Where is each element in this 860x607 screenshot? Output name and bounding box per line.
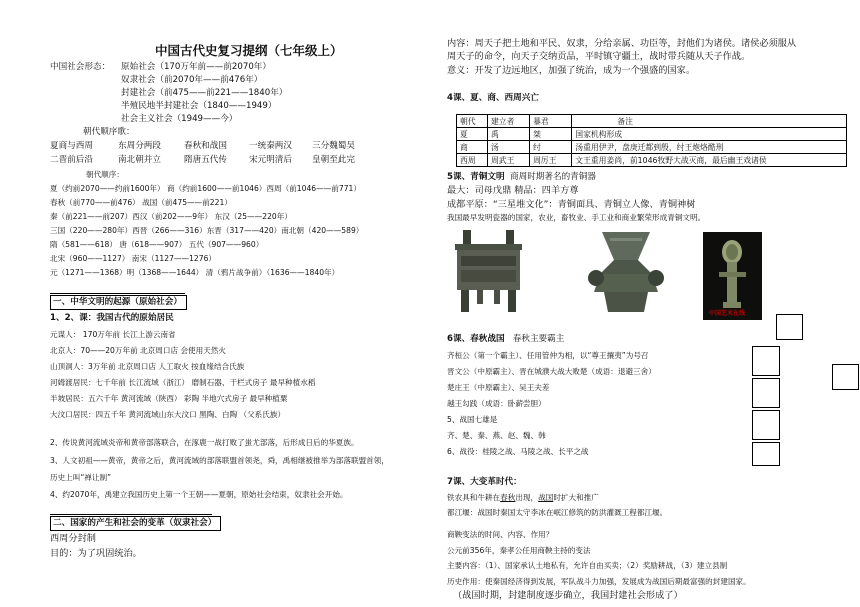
fengjian-content: 周天子的命令，向天子交纳贡品，平时镇守疆土，战时带兵随从天子作战。 [447,51,751,62]
image-caption: 中国艺术在线 [709,310,746,317]
page-title: 中国古代史复习提纲（七年级上） [155,43,343,58]
text-span: 出现， [515,493,539,502]
dynasty-song-item: 东周分两段 [118,141,161,151]
section1-line: 元谋人： 170万年前 长江上游云南省 [50,330,176,339]
section2-heading: 二、国家的产生和社会的变革（奴隶社会） [50,516,221,531]
section1-note: 2、传说黄河流域炎帝和黄帝部落联合，在涿鹿一战打败了蚩尤部落，后形成日后的华夏族。 [50,438,359,447]
dynasty-song-item: 夏商与西周 [50,141,93,151]
dynasty-song-item: 隋唐五代传 [184,155,227,165]
lesson7-line: 主要内容：（1）、国家承认土地私有，允许自由买卖；（2）奖励耕战，（3）建立县制 [447,561,728,570]
lesson6-line: 5、战国七雄是 [447,415,498,424]
table-cell: 商 [457,141,488,154]
lesson7-line: 公元前356年，秦孝公任用商鞅主持的变法 [447,546,591,555]
dynasty-song-label: 朝代顺序歌： [83,127,135,137]
dynasty-song-item: 春秋和战国 [184,141,227,151]
social-form-item: 封建社会（前475——前221——1840年） [121,88,288,98]
table-cell: 禹 [487,128,529,141]
lesson5-line: 最大：司母戊鼎 精品：四羊方尊 [447,185,579,196]
section1-line: 大汶口居民：四五千年 黄河流域山东大汶口 黑陶、白陶 （父系氏族） [50,410,286,419]
lesson6-line: 越王勾践（成语：卧薪尝胆） [447,399,546,408]
table-cell: 汤重用伊尹，盘庚迁都到殷，纣王炮烙酷刑 [572,141,847,154]
section1-heading: 一、中华文明的起源（原始社会） [50,295,187,310]
divider [50,514,212,515]
table-cell: 纣 [530,141,572,154]
table-header-row [457,115,847,128]
social-form-item: 社会主义社会（1949——今） [121,114,238,124]
dynasty-years-line: 夏（约前2070——约前1600年） 商（约前1600——前1046）西周（前1046——前771） [50,184,361,193]
answer-box[interactable] [752,346,780,376]
table-cell: 桀 [530,128,572,141]
lesson5-heading-line [447,172,596,183]
lesson5-subheading: 商周时期著名的青铜器 [510,172,596,182]
bronze-ding-image [447,226,530,316]
lesson7-line: （战国时期，封建制度逐步确立，我国封建社会形成了） [453,590,683,601]
table-cell: 国家机构形成 [572,128,847,141]
table-header-cell: 建立者 [487,115,529,128]
text-span: 铁农具和牛耕在 [447,493,501,502]
table-cell: 周武王 [487,154,529,167]
lesson4-heading: 4课、夏、商、西周兴亡 [447,93,539,103]
section2-line: 西周分封制 [50,533,96,544]
dynasty-song-item: 南北朝并立 [118,155,161,165]
dynasty-years-line: 秦（前221——前207）西汉（前202——9年） 东汉（25——220年） [50,212,292,221]
lesson6-line: 6、战役：桂陵之战、马陵之战、长平之战 [447,447,589,456]
lesson5-heading: 5课、青铜文明 [447,172,505,182]
lesson7-line: 商鞅变法的时间、内容、作用？ [447,530,554,539]
lesson7-line [447,493,599,503]
answer-box[interactable] [752,442,780,466]
dynasty-years-line: 元（1271——1368）明（1368——1644） 清（鸦片战争前）（1636——1840年） [50,268,340,277]
lesson7-line: 都江堰：战国时秦国太守李冰在岷江修筑的防洪灌溉工程都江堰。 [447,508,668,517]
social-form-item: 奴隶社会（前2070年——前476年） [121,75,263,85]
lesson6-line: 齐、楚、秦、燕、赵、魏、韩 [447,431,546,440]
table-cell: 夏 [457,128,488,141]
section1-note: 3、人文初祖——黄帝，黄帝之后，黄河流域的部落联盟首领尧，舜，禹相继被推举为部落联盟首领， [50,456,389,465]
lesson6-subheading: 春秋主要霸主 [512,334,565,344]
lesson6-line: 楚庄王（中原霸主）、吴王夫差 [447,383,550,392]
table-header-cell: 备注 [572,115,847,128]
dynasty-song-item: 三分魏蜀吴 [312,141,355,151]
lesson6-heading-line [447,334,564,345]
underlined-text: 战国 [538,493,554,502]
table-header-cell: 暴君 [530,115,572,128]
dynasty-years-line: 春秋（前770——前476） 战国（前475——前221） [50,198,232,207]
table-cell: 汤 [487,141,529,154]
section1-note: 4、约2070年，禹建立我国历史上第一个王朝——夏朝，原始社会结束，奴隶社会开始。 [50,490,348,499]
dynasty-table [456,114,847,167]
table-cell: 西周 [457,154,488,167]
section1-line: 半坡居民：五六千年 黄河流域（陕西） 彩陶 半地穴式房子 最早种植粟 [50,394,288,403]
lesson6-line: 晋文公（中原霸主）、晋在城濮大战大败楚（成语：退避三舍） [447,367,656,376]
lesson7-line: 历史作用：使秦国经济得到发展，军队战斗力加强，发展成为战国后期最富强的封建国家。 [447,577,751,586]
lesson6-heading: 6课、春秋战国 [447,334,505,344]
dynasty-song-item: 一统秦两汉 [249,141,292,151]
dynasty-song-item: 宋元明清后 [249,155,292,165]
dynasty-song-item: 二晋前后沿 [50,155,93,165]
dynasty-song-item: 皇朝至此完 [312,155,355,165]
table-row [457,154,847,167]
social-form-item: 半殖民地半封建社会（1840——1949） [121,101,277,111]
lesson5-line: 我国最早发明瓷器的国家，农业，畜牧业、手工业和商业繁荣形成青铜文明。 [447,213,706,222]
lesson5-line: 成都平原：“三星堆文化”：青铜面具、青铜立人像、青铜神树 [447,199,696,210]
lesson12-heading: 1、2、课：我国古代的原始居民 [50,313,174,323]
section1-line: 河姆渡居民：七千年前 长江流域（浙江） 磨制石器、干栏式房子 最早种植水稻 [50,378,316,387]
section1-line: 山顶洞人：3万年前 北京周口店 人工取火 按血缘结合氏族 [50,362,245,371]
section1-line: 北京人：70——20万年前 北京周口店 会使用天然火 [50,346,227,355]
dynasty-years-label: 朝代顺序： [86,170,124,179]
table-cell: 文王重用姜尚，前1046牧野大战灭商，最后幽王戏诸侯 [572,154,847,167]
lesson6-line: 齐桓公（第一个霸主）、任用管仲为相，以“尊王攘夷”为号召 [447,351,649,360]
text-span: 时扩大和推广 [553,493,599,502]
social-form-item: 原始社会（170万年前——前2070年） [121,62,271,72]
section1-note: 历史上叫“禅让制” [50,473,112,482]
answer-box[interactable] [752,410,780,440]
table-header-cell: 朝代 [457,115,488,128]
social-forms-label: 中国社会形态： [50,62,111,72]
section2-line: 目的：为了巩固统治。 [50,548,142,559]
fengjian-content: 内容：周天子把土地和平民、奴隶，分给亲属、功臣等，封他们为诸侯。诸侯必须服从 [447,38,797,49]
fengjian-meaning: 意义：开发了边远地区，加强了统治，成为一个强盛的国家。 [447,65,696,76]
divider [50,293,185,294]
table-row [457,141,847,154]
answer-box[interactable] [832,364,859,390]
answer-box[interactable] [776,314,803,340]
dynasty-years-line: 三国（220——280年）西晋（266——316）东晋（317——420）南北朝（420——589） [50,226,364,235]
bronze-figure-image [703,232,762,320]
four-goat-zun-image [580,226,672,316]
dynasty-years-line: 隋（581——618） 唐（618——907） 五代（907——960） [50,240,264,249]
table-row [457,128,847,141]
underlined-text: 春秋 [500,493,516,502]
dynasty-years-line: 北宋（960——1127） 南宋（1127——1276） [50,254,217,263]
answer-box[interactable] [752,378,780,408]
lesson7-heading: 7课、大变革时代： [447,477,522,487]
table-cell: 周厉王 [530,154,572,167]
